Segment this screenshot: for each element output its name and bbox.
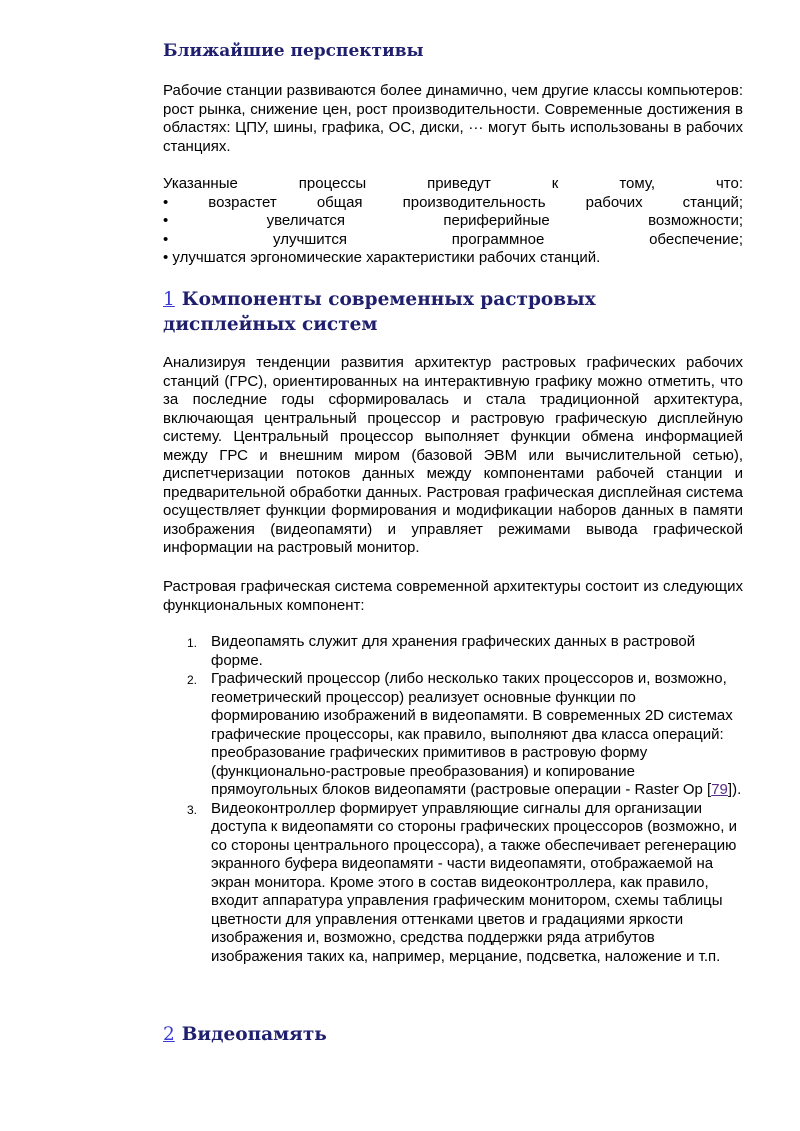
prospects-paragraph: Рабочие станции развиваются более динамично, чем другие классы компьютеров: рост рынка, снижение цен, рост производительности. Современные достижения в областях: ЦПУ, шины, графика, ОС, диски, ··· могут быть использованы в рабочих станциях. [163,82,743,155]
list-item [163,670,743,800]
list-item-number: 3. [187,802,198,817]
section-title-text: Компоненты современных растровых дисплейных систем [163,289,596,335]
bullet-item: • улучшится программное обеспечение; [163,230,743,248]
components-paragraph-1: Анализируя тенденции развития архитектур растровых графических рабочих станций (ГРС), ориентированных на интерактивную графику можно отметить, что за последние годы сформировалась и стала традиционной архитектура, включающая центральный процессор и растровую графическую дисплейную систему. Центральный процессор выполняет функции обмена информацией между ГРС и внешним миром (базовой ЭВМ или вычислительной сетью), диспетчеризации потоков данных между компонентами рабочей станции и предварительной обработки данных. Растровая графическая дисплейная система осуществляет функции формирования и модификации наборов данных в памяти изображения (видеопамяти) и управляет режимами вывода графической информации на растровый монитор. [163,354,743,556]
list-item-number: 2. [187,673,198,687]
list-item-text: Графический процессор (либо несколько таких процессоров и, возможно, геометрический процессор) реализует основные функции по формированию изображений в видеопамяти. В современных 2D системах графические процессоры, как правило, выполняют два класса операций: преобразование графических примитивов в растровую форму (функционально-растровые преобразования) и копирование прямоугольных блоков видеопамяти (растровые операции - Raster Op [ [211,670,733,798]
components-paragraph-2: Растровая графическая система современной архитектуры состоит из следующих функциональных компонент: [163,578,743,614]
list-item-text: Видеопамять служит для хранения графических данных в растровой форме. [211,633,696,669]
list-item-number: 1. [187,636,198,650]
section-number-link[interactable]: 1 [163,289,175,310]
section-title-components [163,287,723,337]
components-list [163,633,743,966]
list-item [163,633,743,670]
reference-link[interactable]: 79 [711,781,728,798]
bullet-item: • увеличатся периферийные возможности; [163,212,743,229]
prospects-list [163,175,743,268]
section-title-prospects: Ближайшие перспективы [163,41,424,61]
prospects-lead: Указанные процессы приведут к тому, что: [163,175,743,192]
section-title-videomemory [163,1022,327,1047]
section-title-text: Видеопамять [181,1024,327,1045]
list-item [163,800,743,967]
bullet-item: • возрастет общая производительность рабочих станций; [163,193,743,211]
bullet-item: • улучшатся эргономические характеристики рабочих станций. [163,249,601,266]
list-item-text: Видеоконтроллер формирует управляющие сигналы для организации доступа к видеопамяти со стороны графических процессоров (возможно, и со стороны центрального процессора), а также обеспечивает регенерацию экранного буфера видеопамяти - части видеопамяти, отображаемой на экран монитора. Кроме этого в состав видеоконтроллера, как правило, входит аппаратура управления графическим монитором, схемы таблицы цветности для управления оттенками цветов и градациями яркости изображения и, возможно, средства поддержки ряда атрибутов изображения таких ка, например, мерцание, подсветка, наложение и т.п. [211,799,737,965]
list-item-text-tail: ]). [727,781,742,798]
section-number-link[interactable]: 2 [163,1024,175,1045]
